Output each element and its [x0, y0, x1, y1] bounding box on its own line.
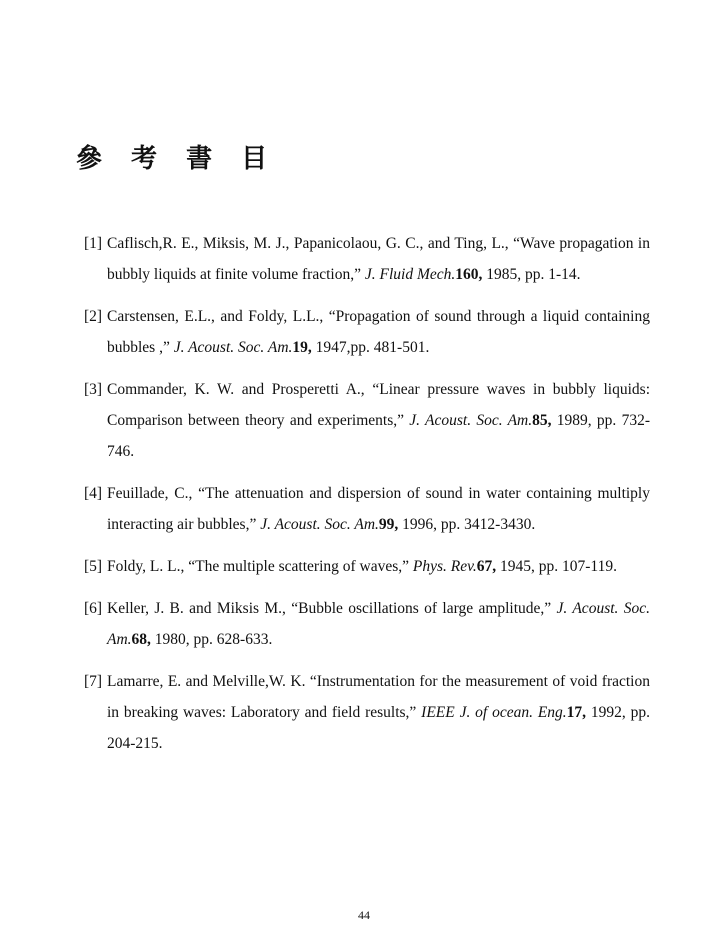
reference-details: 1947,pp. 481-501. [311, 339, 430, 356]
reference-details: 1989, pp. 732-746. [107, 412, 650, 460]
reference-title: “The multiple scattering of waves,” [188, 558, 413, 575]
reference-journal: Phys. Rev. [412, 558, 477, 575]
reference-authors: Commander, K. W. and Prosperetti A., [107, 381, 373, 398]
reference-item [84, 478, 650, 540]
reference-item [84, 228, 650, 290]
reference-journal: J. Acoust. Soc. Am. [107, 600, 650, 648]
reference-authors: Lamarre, E. and Melville,W. K. [107, 673, 310, 690]
reference-number: [7] [84, 673, 103, 690]
bibliography-heading: 參 考 書 目 [76, 144, 278, 174]
reference-volume: 68, [131, 631, 151, 648]
reference-details: 1945, pp. 107-119. [496, 558, 617, 575]
reference-volume: 17, [566, 704, 587, 721]
reference-item [84, 593, 650, 655]
reference-title: “Propagation of sound through a liquid containing bubbles ,” [107, 308, 650, 356]
reference-details: 1980, pp. 628-633. [150, 631, 273, 648]
reference-details: 1996, pp. 3412-3430. [398, 516, 536, 533]
reference-volume: 85, [532, 412, 552, 429]
reference-journal: J. Acoust. Soc. Am. [173, 339, 293, 356]
reference-number: [4] [84, 485, 103, 502]
reference-journal: J. Fluid Mech. [364, 266, 456, 283]
reference-volume: 67, [476, 558, 497, 575]
reference-journal: IEEE J. of ocean. Eng. [421, 704, 567, 721]
reference-item [84, 301, 650, 363]
reference-details: 1992, pp. 204-215. [107, 704, 650, 752]
reference-details: 1985, pp. 1-14. [482, 266, 581, 283]
reference-item [84, 374, 650, 467]
reference-title: “Linear pressure waves in bubbly liquids: Comparison between theory and experiments,” [107, 381, 651, 429]
reference-number: [1] [84, 235, 103, 252]
reference-title: “Bubble oscillations of large amplitude,” [291, 600, 557, 617]
reference-title: “The attenuation and dispersion of sound in water containing multiply interacting air bubbles,” [107, 485, 650, 533]
reference-authors: Carstensen, E.L., and Foldy, L.L., [107, 308, 329, 325]
reference-item [84, 666, 650, 759]
reference-volume: 99, [378, 516, 399, 533]
reference-number: [3] [84, 381, 103, 398]
reference-title: “Wave propagation in bubbly liquids at finite volume fraction,” [107, 235, 650, 283]
reference-number: [2] [84, 308, 103, 325]
reference-item [84, 551, 650, 582]
reference-list [84, 228, 650, 770]
reference-number: [6] [84, 600, 103, 617]
reference-journal: J. Acoust. Soc. Am. [409, 412, 533, 429]
reference-authors: Feuillade, C., [107, 485, 199, 502]
reference-authors: Foldy, L. L., [107, 558, 189, 575]
reference-volume: 19, [292, 339, 312, 356]
reference-journal: J. Acoust. Soc. Am. [260, 516, 379, 533]
reference-volume: 160, [455, 266, 483, 283]
reference-authors: Keller, J. B. and Miksis M., [107, 600, 292, 617]
page-number: 44 [358, 908, 370, 922]
reference-number: [5] [84, 558, 103, 575]
reference-authors: Caflisch,R. E., Miksis, M. J., Papanicolaou, G. C., and Ting, L., [107, 235, 514, 252]
reference-title: “Instrumentation for the measurement of void fraction in breaking waves: Laboratory and field results,” [107, 673, 650, 721]
